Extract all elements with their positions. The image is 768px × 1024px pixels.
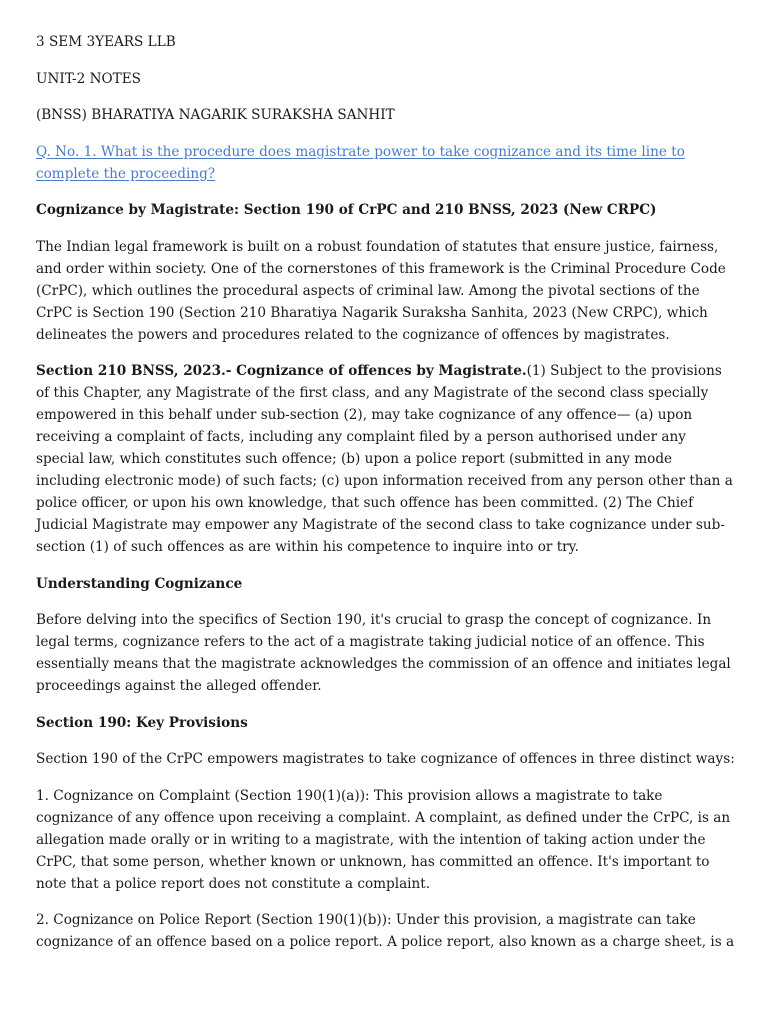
question-link[interactable] xyxy=(36,141,736,185)
document-page xyxy=(36,31,736,968)
understanding-heading: Understanding Cognizance xyxy=(36,575,243,592)
section-210-lead: Section 210 BNSS, 2023.- Cognizance of offences by Magistrate. xyxy=(36,363,527,379)
key-provisions-intro: Section 190 of the CrPC empowers magistrates to take cognizance of offences in three distinct ways: xyxy=(36,751,735,767)
understanding-paragraph: Before delving into the specifics of Section 190, it's crucial to grasp the concept of cognizance. In legal terms, cognizance refers to the act of a magistrate taking judicial notice of an offence. This essentially means that the magistrate acknowledges the commission of an offence and initiates legal proceedings against the alleged offender. xyxy=(36,612,731,694)
provision-point-1: 1. Cognizance on Complaint (Section 190(1)(a)): This provision allows a magistrate to take cognizance of any offence upon receiving a complaint. A complaint, as defined under the CrPC, is an allegation made orally or in writing to a magistrate, with the intention of taking action under the CrPC, that some person, whether known or unknown, has committed an offence. It's important to note that a police report does not constitute a complaint. xyxy=(36,787,731,892)
course-title: 3 SEM 3YEARS LLB xyxy=(36,34,176,50)
section-210-text: (1) Subject to the provisions of this Chapter, any Magistrate of the first class, and any Magistrate of the second class specially empowered in this behalf under sub-section (2), may take cognizance of any offence— (a) upon receiving a complaint of facts, including any complaint filed by a person authorised under any special law, which constitutes such offence; (b) upon a police report (submitted in any mode including electronic mode) of such facts; (c) upon information received from any person other than a police officer, or upon his own knowledge, that such offence has been committed. (2) The Chief Judicial Magistrate may empower any Magistrate of the second class to take cognizance under sub-section (1) of such offences as are within his competence to inquire into or try. xyxy=(36,363,733,555)
section-210-paragraph xyxy=(36,360,736,558)
provision-point-2: 2. Cognizance on Police Report (Section 190(1)(b)): Under this provision, a magistrate can take cognizance of an offence based on a police report. A police report, also known as a charge sheet, is a xyxy=(36,912,735,950)
subject-title: (BNSS) BHARATIYA NAGARIK SURAKSHA SANHIT xyxy=(36,107,395,123)
question-link-text[interactable]: Q. No. 1. What is the procedure does magistrate power to take cognizance and its time line to complete the proceeding? xyxy=(36,143,685,182)
unit-title: UNIT-2 NOTES xyxy=(36,70,141,87)
main-heading: Cognizance by Magistrate: Section 190 of CrPC and 210 BNSS, 2023 (New CRPC) xyxy=(36,202,657,218)
key-provisions-heading: Section 190: Key Provisions xyxy=(36,714,248,731)
intro-paragraph: The Indian legal framework is built on a robust foundation of statutes that ensure justice, fairness, and order within society. One of the cornerstones of this framework is the Criminal Procedure Code (CrPC), which outlines the procedural aspects of criminal law. Among the pivotal sections of the CrPC is Section 190 (Section 210 Bharatiya Nagarik Suraksha Sanhita, 2023 (New CRPC), which delineates the powers and procedures related to the cognizance of offences by magistrates. xyxy=(36,238,726,343)
